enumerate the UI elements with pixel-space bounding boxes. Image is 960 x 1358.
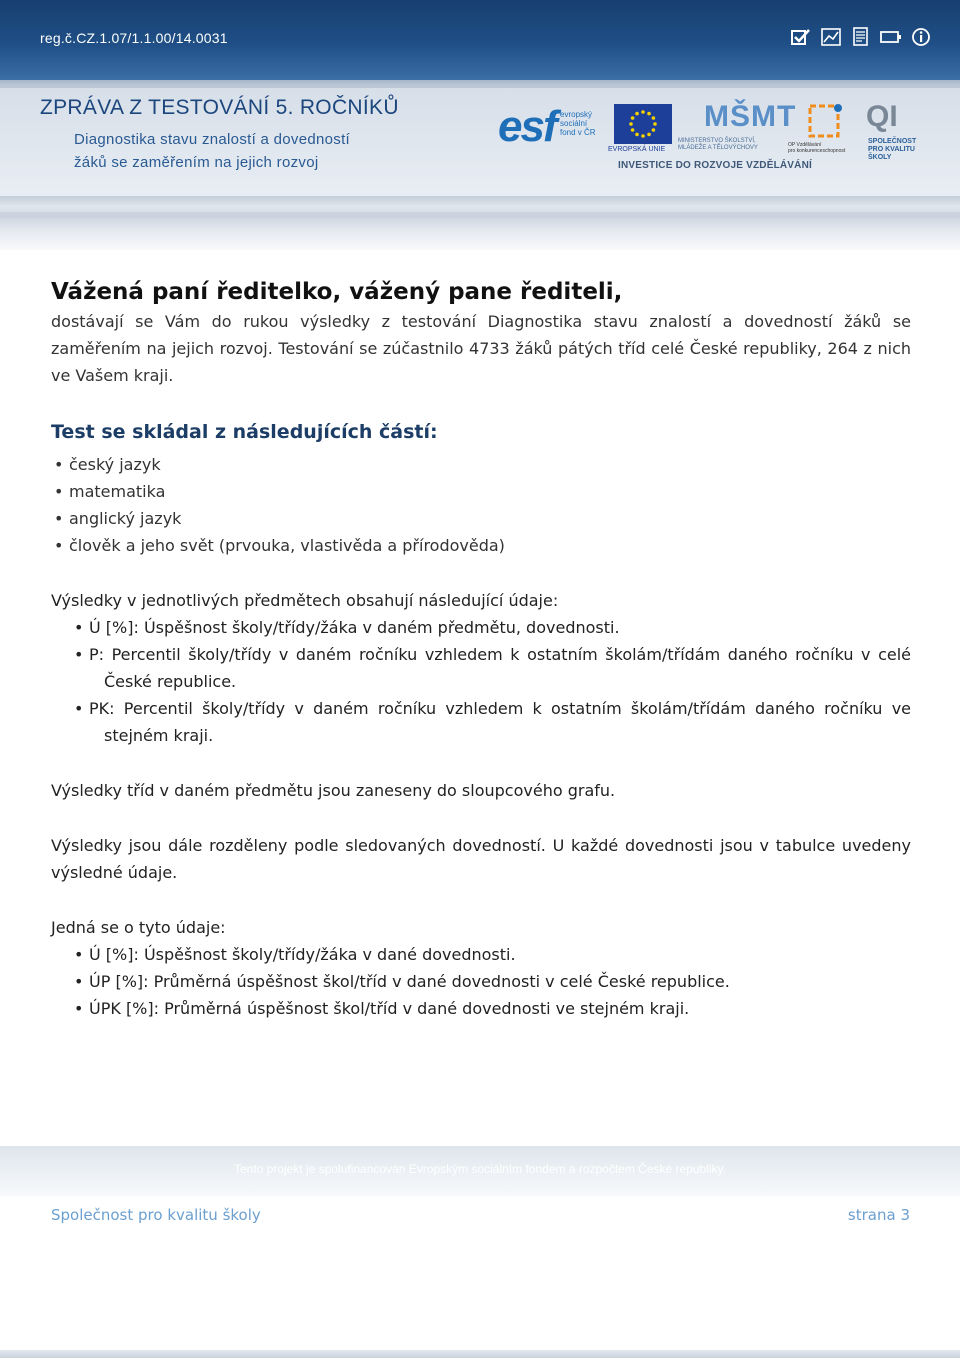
report-body [51, 276, 911, 1022]
report-title: ZPRÁVA Z TESTOVÁNÍ 5. ROČNÍKŮ [40, 96, 399, 119]
results-intro: Výsledky v jednotlivých předmětech obsahují následující údaje: [51, 591, 559, 610]
list-item [51, 641, 911, 695]
definition-text: • Ú [%]: Úspěšnost školy/třídy/žáka v dané dovednosti. [89, 945, 516, 964]
investice-slogan: INVESTICE DO ROZVOJE VZDĚLÁVÁNÍ [618, 160, 813, 171]
info-icon[interactable] [910, 26, 932, 48]
document-icon[interactable] [850, 26, 872, 48]
toolbar [790, 26, 932, 48]
page-number: strana 3 [847, 1206, 910, 1224]
eu-flag-logo [614, 104, 672, 144]
eu-logo-label: EVROPSKÁ UNIE [608, 146, 666, 153]
results-definitions-list [51, 614, 911, 749]
definition-text: • ÚPK [%]: Průměrná úspěšnost škol/tříd v dané dovednosti ve stejném kraji. [89, 999, 690, 1018]
list-item: • matematika [51, 478, 911, 505]
report-subtitle: Diagnostika stavu znalostí a dovedností žáků se zaměřením na jejich rozvoj [74, 131, 351, 171]
op-logo-text: OP Vzdělávání pro konkurenceschopnost [788, 142, 846, 154]
list-item [51, 941, 911, 968]
list-item [51, 695, 911, 749]
data-intro: Jedná se o tyto údaje: [51, 918, 226, 937]
header-divider [0, 80, 960, 88]
list-item [51, 995, 911, 1022]
registration-number: reg.č.CZ.1.07/1.1.00/14.0031 [40, 30, 228, 46]
header-divider [0, 212, 960, 218]
msmt-logo-mark: MŠMT [704, 100, 797, 133]
greeting-heading: Vážená paní ředitelko, vážený pane řediteli, [51, 279, 623, 305]
msmt-logo-text: MINISTERSTVO ŠKOLSTVÍ, MLÁDEŽE A TĚLOVÝCHOVY [678, 138, 758, 151]
esf-logo [498, 98, 606, 156]
list-item [51, 968, 911, 995]
chart-note: Výsledky tříd v daném předmětu jsou zaneseny do sloupcového grafu. [51, 781, 616, 800]
checkbox-icon[interactable] [790, 26, 812, 48]
definition-text: • Ú [%]: Úspěšnost školy/třídy/žáka v daném předmětu, dovednosti. [89, 618, 620, 637]
intro-paragraph: dostávají se Vám do rukou výsledky z testování Diagnostika stavu znalostí a dovedností žáků se zaměřením na jejich rozvoj. Testování se zúčastnilo 4733 žáků pátých tříd celé České republiky, 264 z nich ve Vašem kraji. [51, 312, 911, 385]
parts-list [51, 451, 911, 559]
skills-note: Výsledky jsou dále rozděleny podle sledovaných dovedností. U každé dovednosti jsou v tabulce uvedeny výsledné údaje. [51, 836, 911, 882]
list-item: • anglický jazyk [51, 505, 911, 532]
qkv-logo-mark: QI [866, 100, 898, 133]
esf-logo-text: evropský sociální fond v ČR [560, 110, 596, 137]
funding-note: Tento projekt je spolufinancován Evropským sociálním fondem a rozpočtem České republiky. [233, 1162, 726, 1176]
esf-logo-mark: esf [498, 102, 556, 151]
footer-divider [0, 1350, 960, 1358]
data-definitions-list [51, 941, 911, 1022]
list-item [51, 614, 911, 641]
qkv-logo-text: SPOLEČNOST PRO KVALITU ŠKOLY [868, 138, 917, 161]
definition-text: • PK: Percentil školy/třídy v daném ročníku vzhledem k ostatním školám/třídám daného ročníku ve stejném kraji. [89, 699, 911, 745]
list-item: • český jazyk [51, 451, 911, 478]
definition-text: • P: Percentil školy/třídy v daném ročníku vzhledem k ostatním školám/třídám daného ročníku v celé České republice. [89, 645, 911, 691]
page-header [0, 0, 960, 250]
parts-heading: Test se skládal z následujících částí: [51, 421, 438, 443]
list-item: • člověk a jeho svět (prvouka, vlastivěda a přírodověda) [51, 532, 911, 559]
battery-icon[interactable] [880, 26, 902, 48]
footer-organization: Společnost pro kvalitu školy [51, 1206, 261, 1224]
header-divider [0, 196, 960, 206]
chart-icon[interactable] [820, 26, 842, 48]
definition-text: • ÚP [%]: Průměrná úspěšnost škol/tříd v dané dovednosti v celé České republice. [89, 972, 730, 991]
partner-logos [498, 98, 938, 178]
